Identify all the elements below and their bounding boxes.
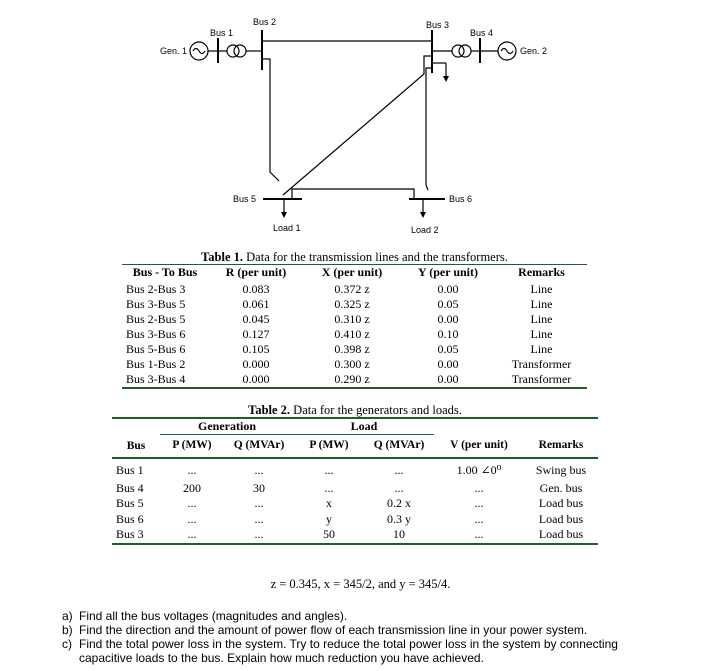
- table-cell: ...: [474, 527, 484, 541]
- table-cell: Load bus: [538, 511, 584, 526]
- table-cell: 0.000: [242, 357, 270, 371]
- table-cell: 0.045: [242, 312, 270, 326]
- question-label: b): [62, 623, 73, 637]
- table-cell: x: [326, 496, 332, 510]
- table-cell: 0.310 z: [334, 312, 370, 326]
- table-cell: Load bus: [538, 527, 584, 541]
- table-cell: Bus 3-Bus 4: [126, 372, 186, 386]
- table-cell: 0.398 z: [334, 342, 370, 356]
- table-cell: ...: [394, 462, 404, 477]
- transformer-1-symbol-a: [227, 45, 239, 57]
- table-cell: Bus 5-Bus 6: [126, 342, 186, 356]
- table-cell: 50: [323, 527, 335, 541]
- table-row: [112, 496, 598, 512]
- table-cell: 0.3 y: [387, 511, 411, 526]
- table-cell: ...: [324, 462, 334, 477]
- load-1-label: Load 1: [273, 223, 301, 233]
- table-cell: Bus 4: [116, 480, 144, 495]
- gen-2-label: Gen. 2: [520, 46, 548, 56]
- table-cell: Line: [530, 282, 553, 296]
- table-cell: Bus 5: [116, 496, 144, 510]
- table-cell: Bus 1-Bus 2: [126, 357, 186, 371]
- table-row: [122, 297, 587, 312]
- table-cell: 0.300 z: [334, 357, 370, 371]
- question-text: Find all the bus voltages (magnitudes and angles).: [79, 609, 348, 623]
- table-cell: Line: [530, 312, 553, 326]
- question-item: [62, 623, 662, 637]
- table-cell: Line: [530, 342, 553, 356]
- question-label: c): [62, 637, 72, 651]
- table-cell: ...: [254, 462, 264, 477]
- question-label: a): [62, 609, 73, 623]
- bus-1-label: Bus 1: [210, 28, 234, 38]
- table-cell: 200: [183, 480, 201, 495]
- t1-header-bus: Bus - To Bus: [132, 265, 198, 279]
- table-cell: Bus 1: [116, 462, 144, 477]
- table-cell: 0.00: [437, 312, 459, 326]
- table-cell: 0.00: [437, 282, 459, 296]
- table-row: [112, 481, 598, 497]
- t1-header-remarks: Remarks: [518, 265, 565, 279]
- bus-3-label: Bus 3: [426, 20, 450, 30]
- table-row: [112, 512, 598, 528]
- table-cell: Gen. bus: [539, 480, 583, 495]
- table-row: [112, 458, 598, 481]
- table-cell: Load bus: [538, 496, 584, 510]
- table-cell: 0.410 z: [334, 327, 370, 341]
- table-cell: 0.127: [242, 327, 270, 341]
- table-cell: ...: [394, 480, 404, 495]
- power-system-diagram: [0, 0, 721, 250]
- table-cell: ...: [474, 480, 484, 495]
- table-cell: 0.00: [437, 372, 459, 386]
- table-cell: 10: [393, 527, 405, 541]
- table-cell: Bus 3: [116, 527, 144, 541]
- table-cell: ...: [187, 527, 197, 541]
- table-row: [122, 327, 587, 342]
- gen-1-label: Gen. 1: [160, 46, 188, 56]
- t1-header-y: Y (per unit): [418, 265, 478, 279]
- table-cell: Bus 3-Bus 5: [126, 297, 186, 311]
- table-cell: ...: [187, 462, 197, 477]
- question-text: Find the direction and the amount of power flow of each transmission line in your power system.: [79, 623, 588, 637]
- table-cell: ...: [254, 527, 264, 541]
- bus-4-label: Bus 4: [470, 28, 494, 38]
- table-cell: Line: [530, 327, 553, 341]
- table-cell: 0.105: [242, 342, 270, 356]
- question-list: [62, 609, 662, 665]
- table-cell: 0.05: [437, 297, 459, 311]
- bus-2-label: Bus 2: [253, 17, 277, 27]
- table-cell: ...: [474, 496, 484, 510]
- table-cell: Bus 3-Bus 6: [126, 327, 186, 341]
- table-row: [112, 527, 598, 544]
- table-cell: ...: [187, 511, 197, 526]
- table-cell: ...: [187, 496, 197, 510]
- table-row: [122, 312, 587, 327]
- load-2-arrow: [420, 212, 426, 218]
- question-item: [62, 637, 662, 665]
- t2-header-remarks: Remarks: [538, 439, 584, 451]
- table-cell: ...: [254, 511, 264, 526]
- table-cell: 0.372 z: [334, 282, 370, 296]
- table-row: [122, 372, 587, 388]
- table-cell: 0.000: [242, 372, 270, 386]
- t2-header-load-p: P (MW): [309, 439, 349, 452]
- table-2: [112, 403, 598, 545]
- table-cell: 0.290 z: [334, 372, 370, 386]
- table-cell: ...: [474, 511, 484, 526]
- bus-5-label: Bus 5: [233, 194, 257, 204]
- t2-header-bus: Bus: [126, 439, 146, 452]
- table-cell: y: [326, 511, 332, 526]
- table-cell: Bus 6: [116, 511, 144, 526]
- table-cell: 0.2 x: [387, 496, 411, 510]
- parameter-equation: z = 0.345, x = 345/2, and y = 345/4.: [270, 577, 451, 591]
- table-row: [122, 280, 587, 297]
- load-2-label: Load 2: [411, 225, 439, 235]
- question-text: Find the total power loss in the system. Try to reduce the total power loss in the system by connecting capacitive loads to the bus. Explain how much reduction you have achieved.: [79, 637, 618, 665]
- t2-header-gen-q: Q (MVAr): [233, 439, 285, 452]
- bus-6-label: Bus 6: [449, 194, 473, 204]
- t1-header-r: R (per unit): [225, 265, 287, 279]
- table-cell: 0.05: [437, 342, 459, 356]
- table-cell: Transformer: [511, 372, 572, 386]
- table-cell: 0.00: [437, 357, 459, 371]
- table-1: [122, 250, 587, 389]
- table-cell: 0.10: [437, 327, 459, 341]
- load-bus3-arrow: [443, 76, 449, 82]
- table-cell: Swing bus: [535, 462, 587, 477]
- t2-header-load-q: Q (MVAr): [373, 439, 425, 452]
- table-cell: ...: [324, 480, 334, 495]
- t2-header-gen-p: P (MW): [172, 439, 212, 452]
- table-cell: 0.325 z: [334, 297, 370, 311]
- question-item: [62, 609, 662, 623]
- table-cell: Transformer: [511, 357, 572, 371]
- table-cell: 0.061: [242, 297, 270, 311]
- t2-group-load: Load: [294, 418, 434, 435]
- t2-group-generation: Generation: [160, 418, 294, 435]
- table-cell: Line: [530, 297, 553, 311]
- table-cell: ...: [254, 496, 264, 510]
- table-cell: 30: [253, 480, 265, 495]
- table-cell: 1.00 ∠0⁰: [456, 462, 502, 477]
- table-row: [122, 357, 587, 372]
- table-row: [122, 342, 587, 357]
- table-cell: 0.083: [242, 282, 270, 296]
- load-1-arrow: [281, 212, 287, 218]
- table-2-caption: Table 2. Data for the generators and loads.: [248, 403, 462, 417]
- t2-header-voltage: V (per unit): [450, 439, 508, 451]
- transformer-2-symbol-a: [452, 45, 464, 57]
- table-1-caption: Table 1. Data for the transmission lines and the transformers.: [201, 250, 508, 264]
- t1-header-x: X (per unit): [321, 265, 383, 279]
- table-cell: Bus 2-Bus 3: [126, 282, 186, 296]
- table-cell: Bus 2-Bus 5: [126, 312, 186, 326]
